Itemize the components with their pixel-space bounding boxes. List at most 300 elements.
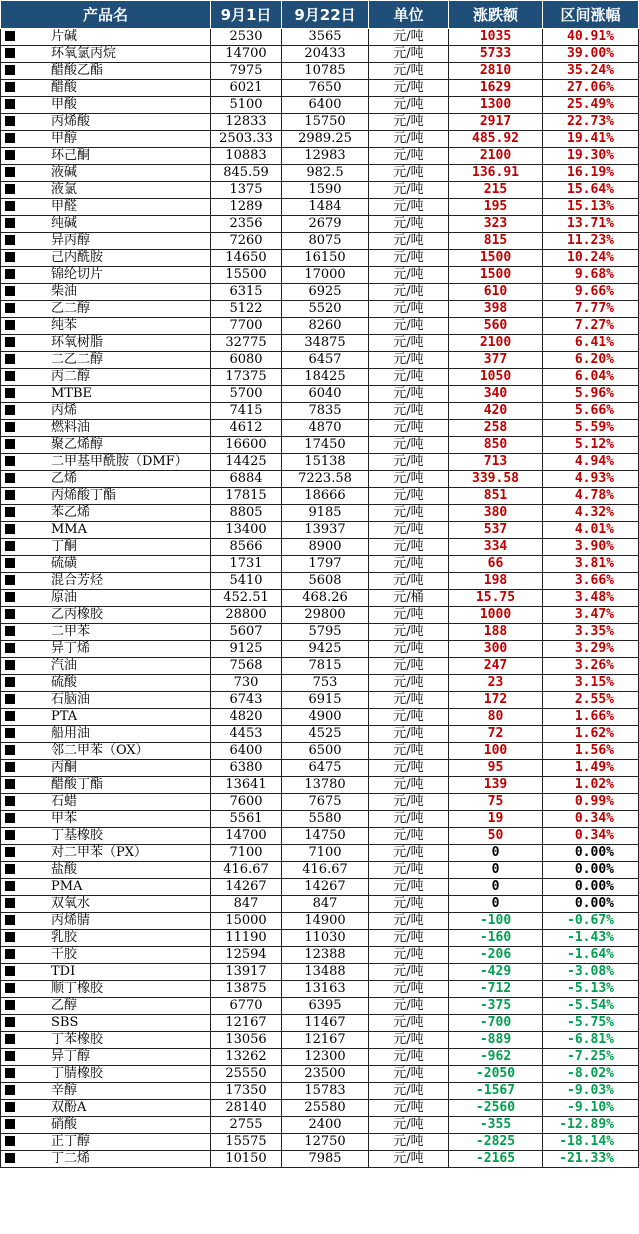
- unit-cell: 元/吨: [369, 471, 449, 488]
- change-amount: -700: [449, 1015, 543, 1032]
- product-name: 丁基橡胶: [51, 828, 104, 843]
- unit-cell: 元/吨: [369, 267, 449, 284]
- price-sep-22: 8075: [282, 233, 369, 250]
- product-name-cell: [1, 794, 211, 811]
- product-name: 丁腈橡胶: [51, 1066, 104, 1081]
- price-sep-1: 4453: [211, 726, 282, 743]
- product-name-cell: [1, 267, 211, 284]
- price-sep-22: 2989.25: [282, 131, 369, 148]
- table-row: [1, 641, 639, 658]
- table-row: [1, 454, 639, 471]
- change-amount: 100: [449, 743, 543, 760]
- change-amount: -100: [449, 913, 543, 930]
- table-row: [1, 488, 639, 505]
- product-name-cell: [1, 743, 211, 760]
- unit-cell: 元/吨: [369, 437, 449, 454]
- product-name: 片碱: [51, 29, 78, 44]
- table-row: [1, 1151, 639, 1168]
- table-row: [1, 658, 639, 675]
- black-square-icon: [5, 745, 15, 755]
- table-row: [1, 1032, 639, 1049]
- black-square-icon: [5, 949, 15, 959]
- unit-cell: 元/吨: [369, 1066, 449, 1083]
- product-name: 正丁醇: [51, 1134, 91, 1149]
- price-sep-1: 11190: [211, 930, 282, 947]
- change-percent: 19.30%: [543, 148, 639, 165]
- black-square-icon: [5, 1051, 15, 1061]
- price-sep-1: 12167: [211, 1015, 282, 1032]
- product-name: 异丙醇: [51, 233, 91, 248]
- unit-cell: 元/吨: [369, 794, 449, 811]
- price-sep-22: 13488: [282, 964, 369, 981]
- change-percent: 3.81%: [543, 556, 639, 573]
- change-percent: 40.91%: [543, 29, 639, 46]
- product-name-cell: [1, 998, 211, 1015]
- black-square-icon: [5, 320, 15, 330]
- change-percent: 1.66%: [543, 709, 639, 726]
- unit-cell: 元/吨: [369, 556, 449, 573]
- price-sep-1: 6380: [211, 760, 282, 777]
- product-name-cell: [1, 845, 211, 862]
- price-sep-22: 6457: [282, 352, 369, 369]
- unit-cell: 元/吨: [369, 1083, 449, 1100]
- product-name: 辛醇: [51, 1083, 78, 1098]
- price-sep-1: 5100: [211, 97, 282, 114]
- product-name: 甲酸: [51, 97, 78, 112]
- header-sep-22[interactable]: 9月22日: [282, 1, 369, 29]
- change-percent: 22.73%: [543, 114, 639, 131]
- unit-cell: 元/吨: [369, 1151, 449, 1168]
- black-square-icon: [5, 864, 15, 874]
- change-percent: 0.00%: [543, 845, 639, 862]
- product-name-cell: [1, 97, 211, 114]
- change-percent: 4.94%: [543, 454, 639, 471]
- product-name: 丁酮: [51, 539, 78, 554]
- black-square-icon: [5, 1153, 15, 1163]
- table-row: [1, 845, 639, 862]
- price-sep-1: 5607: [211, 624, 282, 641]
- change-percent: -9.03%: [543, 1083, 639, 1100]
- table-row: [1, 573, 639, 590]
- product-name-cell: [1, 80, 211, 97]
- black-square-icon: [5, 252, 15, 262]
- black-square-icon: [5, 1102, 15, 1112]
- change-amount: 815: [449, 233, 543, 250]
- price-sep-1: 15000: [211, 913, 282, 930]
- change-amount: 1300: [449, 97, 543, 114]
- product-name-cell: [1, 811, 211, 828]
- product-name: 己内酰胺: [51, 250, 104, 265]
- header-sep-1[interactable]: 9月1日: [211, 1, 282, 29]
- black-square-icon: [5, 456, 15, 466]
- unit-cell: 元/吨: [369, 981, 449, 998]
- price-sep-22: 7985: [282, 1151, 369, 1168]
- unit-cell: 元/吨: [369, 420, 449, 437]
- price-sep-1: 7600: [211, 794, 282, 811]
- price-sep-1: 452.51: [211, 590, 282, 607]
- change-percent: 5.12%: [543, 437, 639, 454]
- change-amount: -2165: [449, 1151, 543, 1168]
- price-sep-1: 14425: [211, 454, 282, 471]
- product-name: 丙烯: [51, 403, 78, 418]
- product-name-cell: [1, 539, 211, 556]
- change-percent: 4.01%: [543, 522, 639, 539]
- change-percent: 3.35%: [543, 624, 639, 641]
- product-name-cell: [1, 709, 211, 726]
- price-sep-22: 468.26: [282, 590, 369, 607]
- change-amount: 75: [449, 794, 543, 811]
- black-square-icon: [5, 218, 15, 228]
- change-amount: -962: [449, 1049, 543, 1066]
- change-amount: 0: [449, 862, 543, 879]
- price-sep-22: 1797: [282, 556, 369, 573]
- change-percent: 3.48%: [543, 590, 639, 607]
- header-unit[interactable]: 单位: [369, 1, 449, 29]
- price-sep-1: 17375: [211, 369, 282, 386]
- table-row: [1, 590, 639, 607]
- price-sep-1: 28140: [211, 1100, 282, 1117]
- price-sep-1: 7100: [211, 845, 282, 862]
- black-square-icon: [5, 286, 15, 296]
- change-amount: 1500: [449, 267, 543, 284]
- table-row: [1, 335, 639, 352]
- product-name-cell: [1, 454, 211, 471]
- change-percent: 0.34%: [543, 811, 639, 828]
- change-percent: 10.24%: [543, 250, 639, 267]
- change-amount: 258: [449, 420, 543, 437]
- unit-cell: 元/吨: [369, 97, 449, 114]
- product-name: 乙丙橡胶: [51, 607, 104, 622]
- change-amount: 23: [449, 675, 543, 692]
- black-square-icon: [5, 235, 15, 245]
- price-sep-1: 25550: [211, 1066, 282, 1083]
- change-amount: 19: [449, 811, 543, 828]
- header-product-name[interactable]: 产品名: [1, 1, 211, 29]
- product-name: 顺丁橡胶: [51, 981, 104, 996]
- change-percent: -18.14%: [543, 1134, 639, 1151]
- table-row: [1, 1066, 639, 1083]
- price-sep-1: 5561: [211, 811, 282, 828]
- price-sep-1: 6743: [211, 692, 282, 709]
- product-name-cell: [1, 675, 211, 692]
- unit-cell: 元/吨: [369, 216, 449, 233]
- product-name-cell: [1, 692, 211, 709]
- price-sep-22: 4525: [282, 726, 369, 743]
- unit-cell: 元/桶: [369, 590, 449, 607]
- unit-cell: 元/吨: [369, 1100, 449, 1117]
- product-name: 液氯: [51, 182, 78, 197]
- table-row: [1, 879, 639, 896]
- change-amount: -375: [449, 998, 543, 1015]
- change-percent: 15.64%: [543, 182, 639, 199]
- black-square-icon: [5, 711, 15, 721]
- product-name: 石脑油: [51, 692, 91, 707]
- table-row: [1, 726, 639, 743]
- product-name: PMA: [51, 879, 83, 894]
- unit-cell: 元/吨: [369, 726, 449, 743]
- price-sep-22: 6400: [282, 97, 369, 114]
- change-amount: 188: [449, 624, 543, 641]
- product-name-cell: [1, 403, 211, 420]
- product-name: 二甲苯: [51, 624, 91, 639]
- product-name: 乳胶: [51, 930, 78, 945]
- unit-cell: 元/吨: [369, 131, 449, 148]
- black-square-icon: [5, 983, 15, 993]
- product-name-cell: [1, 114, 211, 131]
- table-row: [1, 556, 639, 573]
- change-amount: 851: [449, 488, 543, 505]
- price-sep-22: 753: [282, 675, 369, 692]
- price-sep-1: 13917: [211, 964, 282, 981]
- change-amount: 195: [449, 199, 543, 216]
- price-sep-22: 29800: [282, 607, 369, 624]
- price-sep-1: 14700: [211, 46, 282, 63]
- product-name-cell: [1, 828, 211, 845]
- product-name: 双氧水: [51, 896, 91, 911]
- change-amount: 15.75: [449, 590, 543, 607]
- change-amount: 1035: [449, 29, 543, 46]
- table-row: [1, 63, 639, 80]
- table-row: [1, 930, 639, 947]
- change-percent: 5.66%: [543, 403, 639, 420]
- table-row: [1, 947, 639, 964]
- price-sep-22: 9425: [282, 641, 369, 658]
- price-sep-22: 2679: [282, 216, 369, 233]
- black-square-icon: [5, 354, 15, 364]
- table-row: [1, 981, 639, 998]
- change-percent: 3.15%: [543, 675, 639, 692]
- price-sep-1: 7975: [211, 63, 282, 80]
- unit-cell: 元/吨: [369, 454, 449, 471]
- header-change-amount[interactable]: 涨跌额: [449, 1, 543, 29]
- product-name-cell: [1, 913, 211, 930]
- black-square-icon: [5, 201, 15, 211]
- change-percent: 0.99%: [543, 794, 639, 811]
- price-sep-1: 14650: [211, 250, 282, 267]
- table-row: [1, 199, 639, 216]
- change-percent: 4.93%: [543, 471, 639, 488]
- product-name-cell: [1, 1015, 211, 1032]
- unit-cell: 元/吨: [369, 114, 449, 131]
- black-square-icon: [5, 592, 15, 602]
- table-row: [1, 318, 639, 335]
- black-square-icon: [5, 31, 15, 41]
- table-row: [1, 352, 639, 369]
- table-row: [1, 420, 639, 437]
- table-row: [1, 403, 639, 420]
- unit-cell: 元/吨: [369, 743, 449, 760]
- price-sep-1: 13056: [211, 1032, 282, 1049]
- change-percent: -9.10%: [543, 1100, 639, 1117]
- change-amount: 323: [449, 216, 543, 233]
- product-name: 醋酸乙酯: [51, 63, 104, 78]
- product-name: 甲醛: [51, 199, 78, 214]
- change-percent: 4.32%: [543, 505, 639, 522]
- table-row: [1, 777, 639, 794]
- unit-cell: 元/吨: [369, 760, 449, 777]
- table-row: [1, 250, 639, 267]
- price-sep-22: 6040: [282, 386, 369, 403]
- change-percent: 0.00%: [543, 879, 639, 896]
- price-sep-1: 17815: [211, 488, 282, 505]
- price-sep-1: 12833: [211, 114, 282, 131]
- change-percent: -5.75%: [543, 1015, 639, 1032]
- change-percent: 3.90%: [543, 539, 639, 556]
- change-amount: 0: [449, 879, 543, 896]
- price-sep-1: 6400: [211, 743, 282, 760]
- change-amount: 334: [449, 539, 543, 556]
- product-name: 苯乙烯: [51, 505, 91, 520]
- table-row: [1, 964, 639, 981]
- product-name: 原油: [51, 590, 78, 605]
- unit-cell: 元/吨: [369, 811, 449, 828]
- price-sep-22: 15138: [282, 454, 369, 471]
- change-percent: -0.67%: [543, 913, 639, 930]
- price-sep-1: 1731: [211, 556, 282, 573]
- black-square-icon: [5, 728, 15, 738]
- change-percent: -12.89%: [543, 1117, 639, 1134]
- product-name-cell: [1, 216, 211, 233]
- price-sep-1: 13875: [211, 981, 282, 998]
- black-square-icon: [5, 1034, 15, 1044]
- price-sep-22: 17000: [282, 267, 369, 284]
- black-square-icon: [5, 677, 15, 687]
- change-amount: 139: [449, 777, 543, 794]
- product-name: 纯苯: [51, 318, 78, 333]
- product-name-cell: [1, 148, 211, 165]
- unit-cell: 元/吨: [369, 488, 449, 505]
- change-amount: -712: [449, 981, 543, 998]
- change-amount: 2100: [449, 148, 543, 165]
- product-name: 聚乙烯醇: [51, 437, 104, 452]
- unit-cell: 元/吨: [369, 29, 449, 46]
- table-row: [1, 165, 639, 182]
- product-name: TDI: [51, 964, 76, 979]
- price-sep-22: 9185: [282, 505, 369, 522]
- price-sep-22: 18425: [282, 369, 369, 386]
- product-name: 甲醇: [51, 131, 78, 146]
- change-amount: 1000: [449, 607, 543, 624]
- change-percent: -6.81%: [543, 1032, 639, 1049]
- price-sep-1: 7568: [211, 658, 282, 675]
- product-name: 醋酸: [51, 80, 78, 95]
- change-percent: 5.59%: [543, 420, 639, 437]
- change-amount: -2560: [449, 1100, 543, 1117]
- unit-cell: 元/吨: [369, 352, 449, 369]
- change-percent: 39.00%: [543, 46, 639, 63]
- unit-cell: 元/吨: [369, 998, 449, 1015]
- change-amount: 172: [449, 692, 543, 709]
- product-name: 二甲基甲酰胺（DMF）: [51, 454, 188, 469]
- unit-cell: 元/吨: [369, 692, 449, 709]
- change-percent: 35.24%: [543, 63, 639, 80]
- product-name: 异丁烯: [51, 641, 91, 656]
- product-name: 硫酸: [51, 675, 78, 690]
- change-amount: 398: [449, 301, 543, 318]
- product-name-cell: [1, 1066, 211, 1083]
- product-name-cell: [1, 777, 211, 794]
- change-percent: 16.19%: [543, 165, 639, 182]
- change-percent: -1.64%: [543, 947, 639, 964]
- product-name-cell: [1, 182, 211, 199]
- product-name-cell: [1, 318, 211, 335]
- product-name: 环氧树脂: [51, 335, 104, 350]
- change-amount: 198: [449, 573, 543, 590]
- change-amount: 72: [449, 726, 543, 743]
- change-percent: 4.78%: [543, 488, 639, 505]
- product-name: 甲苯: [51, 811, 78, 826]
- header-row: [1, 1, 639, 29]
- price-sep-1: 845.59: [211, 165, 282, 182]
- black-square-icon: [5, 898, 15, 908]
- product-name-cell: [1, 981, 211, 998]
- price-sep-1: 6315: [211, 284, 282, 301]
- price-sep-1: 9125: [211, 641, 282, 658]
- product-name-cell: [1, 63, 211, 80]
- change-amount: 485.92: [449, 131, 543, 148]
- header-change-percent[interactable]: 区间涨幅: [543, 1, 639, 29]
- price-sep-22: 11467: [282, 1015, 369, 1032]
- table-header: [1, 1, 639, 29]
- table-row: [1, 709, 639, 726]
- table-row: [1, 896, 639, 913]
- change-percent: 0.00%: [543, 896, 639, 913]
- unit-cell: 元/吨: [369, 658, 449, 675]
- price-sep-22: 5520: [282, 301, 369, 318]
- price-sep-1: 2755: [211, 1117, 282, 1134]
- unit-cell: 元/吨: [369, 709, 449, 726]
- price-sep-22: 2400: [282, 1117, 369, 1134]
- product-name-cell: [1, 1151, 211, 1168]
- product-name: 纯碱: [51, 216, 78, 231]
- price-sep-22: 982.5: [282, 165, 369, 182]
- black-square-icon: [5, 558, 15, 568]
- change-percent: 1.02%: [543, 777, 639, 794]
- change-amount: 2810: [449, 63, 543, 80]
- price-sep-22: 6915: [282, 692, 369, 709]
- table-row: [1, 301, 639, 318]
- product-name-cell: [1, 386, 211, 403]
- unit-cell: 元/吨: [369, 828, 449, 845]
- black-square-icon: [5, 184, 15, 194]
- change-percent: 1.62%: [543, 726, 639, 743]
- change-percent: 3.29%: [543, 641, 639, 658]
- product-name: MTBE: [51, 386, 93, 401]
- product-name: 邻二甲苯（OX）: [51, 743, 149, 758]
- price-sep-22: 14750: [282, 828, 369, 845]
- unit-cell: 元/吨: [369, 63, 449, 80]
- product-name-cell: [1, 1083, 211, 1100]
- table-row: [1, 1083, 639, 1100]
- change-percent: 1.49%: [543, 760, 639, 777]
- product-name: 环氧氯丙烷: [51, 46, 117, 61]
- black-square-icon: [5, 422, 15, 432]
- unit-cell: 元/吨: [369, 947, 449, 964]
- change-amount: 247: [449, 658, 543, 675]
- black-square-icon: [5, 1085, 15, 1095]
- black-square-icon: [5, 1000, 15, 1010]
- price-sep-22: 12750: [282, 1134, 369, 1151]
- product-name: 环己酮: [51, 148, 91, 163]
- product-name: PTA: [51, 709, 78, 724]
- price-sep-22: 7675: [282, 794, 369, 811]
- unit-cell: 元/吨: [369, 879, 449, 896]
- change-percent: -8.02%: [543, 1066, 639, 1083]
- black-square-icon: [5, 796, 15, 806]
- price-sep-22: 20433: [282, 46, 369, 63]
- change-percent: 6.04%: [543, 369, 639, 386]
- product-name-cell: [1, 522, 211, 539]
